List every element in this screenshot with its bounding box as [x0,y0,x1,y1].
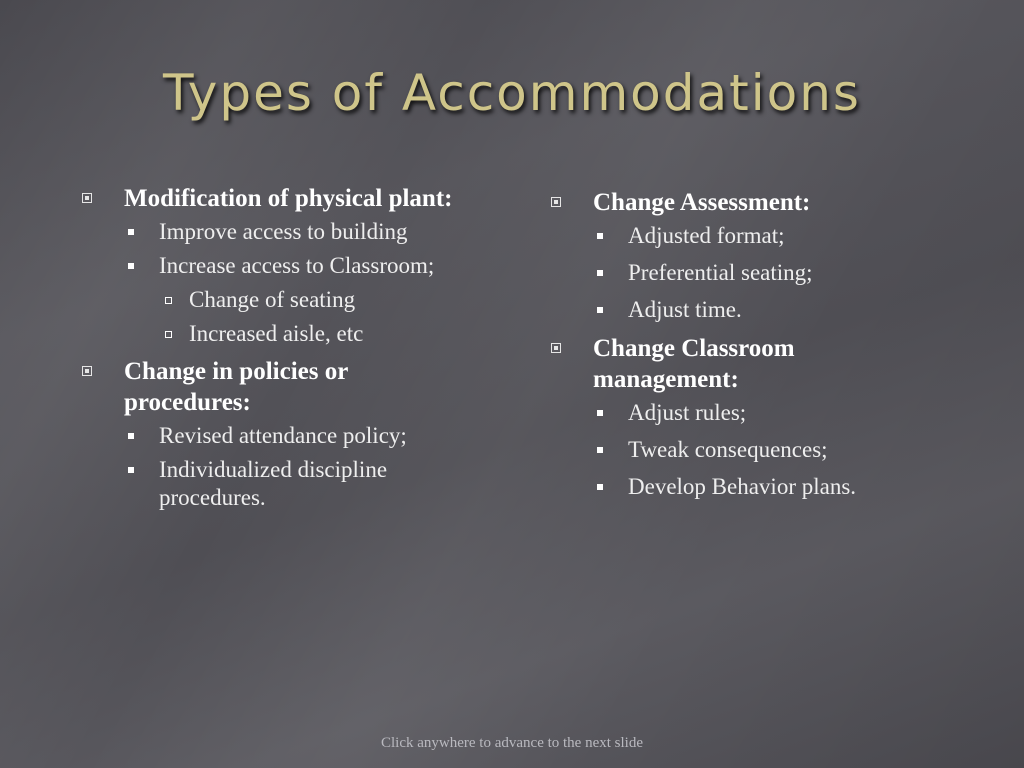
bullet-heading [78,183,478,214]
bullet-heading [78,356,478,418]
bullet-heading [547,333,927,395]
square-bullet-icon [82,366,92,376]
bullet-subitem-text: Change of seating [189,287,356,312]
bullet-item [547,296,927,324]
slide-title: Types of Accommodations [163,64,861,122]
bullet-item [78,422,478,450]
bullet-heading-text: Change Assessment: [593,189,811,216]
square-bullet-icon [597,270,603,276]
bullet-heading-text: Modification of physical plant: [124,185,453,212]
bullet-item-text: Revised attendance policy; [159,423,407,448]
bullet-item [78,252,478,280]
bullet-item [78,218,478,246]
square-bullet-icon [597,307,603,313]
square-bullet-icon [597,484,603,490]
bullet-item-text: Increase access to Classroom; [159,253,435,278]
bullet-item [547,222,927,250]
square-bullet-icon [597,410,603,416]
square-bullet-icon [128,467,134,473]
square-bullet-icon [551,197,561,207]
square-bullet-icon [82,193,92,203]
square-bullet-icon [551,343,561,353]
square-bullet-icon [128,229,134,235]
square-bullet-icon [128,433,134,439]
bullet-heading-text: Change Classroom management: [593,335,795,393]
advance-hint[interactable]: Click anywhere to advance to the next slide [381,735,643,751]
bullet-item-text: Adjusted format; [628,223,785,248]
right-column [547,187,927,510]
bullet-subitem [78,286,478,314]
bullet-item [547,399,927,427]
bullet-item-text: Individualized discipline procedures. [159,457,388,510]
bullet-item-text: Tweak consequences; [628,437,828,462]
bullet-item-text: Adjust time. [628,297,742,322]
bullet-item [547,436,927,464]
square-bullet-icon [128,263,134,269]
square-bullet-icon [597,447,603,453]
square-bullet-icon [597,233,603,239]
bullet-item-text: Develop Behavior plans. [628,474,857,499]
bullet-item-text: Adjust rules; [628,400,747,425]
bullet-subitem [78,320,478,348]
bullet-item-text: Improve access to building [159,219,408,244]
left-column [78,183,478,518]
bullet-heading-text: Change in policies or procedures: [124,358,348,416]
bullet-item-text: Preferential seating; [628,260,813,285]
bullet-item [547,473,927,501]
bullet-subitem-text: Increased aisle, etc [189,321,364,346]
bullet-item [78,456,478,512]
bullet-heading [547,187,927,218]
hollow-square-bullet-icon [165,331,172,338]
bullet-item [547,259,927,287]
hollow-square-bullet-icon [165,297,172,304]
